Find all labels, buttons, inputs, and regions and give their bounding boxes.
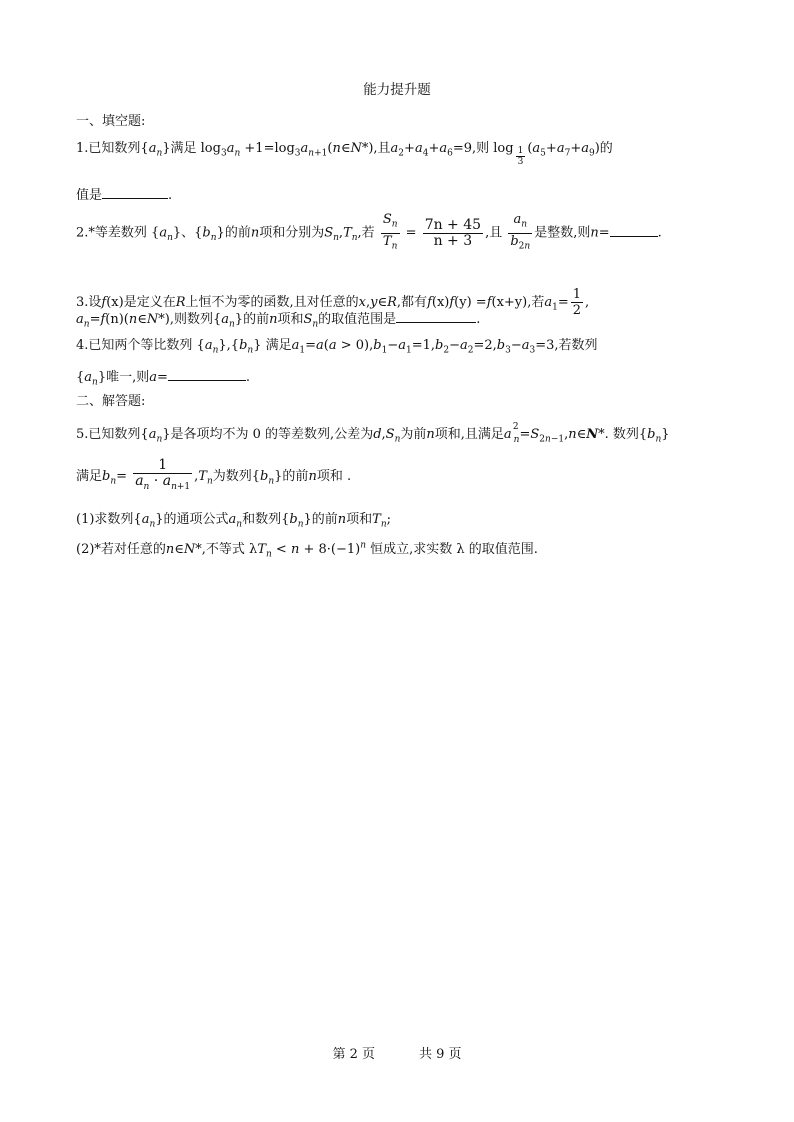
answer-blank-4[interactable] xyxy=(168,380,246,381)
problem-4-line-1: 4.已知两个等比数列 $\{a_n\},\{b_n\}$ 满足$a_1=a(a > 0),b_1-a_1=1,b_2-a_2=2,b_3-a_3=3$,若数列 xyxy=(76,338,598,356)
problem-5-question-2: (2)*若对任意的n∈N*,不等式 $\lambda T_n < n + 8\cdot(-1)^n$ 恒成立,求实数 λ 的取值范围. xyxy=(76,540,538,560)
page-number: 第 2 页 xyxy=(332,1047,375,1062)
section-answer-heading: 二、解答题: xyxy=(76,394,146,409)
answer-blank-2[interactable] xyxy=(610,236,658,237)
answer-blank-1[interactable] xyxy=(102,198,168,199)
problem-5-question-1: (1)求数列$\{a_n\}$的通项公式$a_n$和数列$\{b_n\}$的前n项和$T_n$; xyxy=(76,512,392,530)
problem-5-line-2: 满足$b_n=$ $\frac{1}{a_n \cdot a_{n+1}}$ $,T_n$为数列$\{b_n\}$的前n项和 . xyxy=(76,457,352,492)
problem-3-line-1: 3.设f(x)是定义在R上恒不为零的函数,且对任意的x,y∈R,都有f(x)f(y) =f(x+y),若$a_1=$ $\frac{1}{2}$ , xyxy=(76,287,590,318)
problem-3-line-2: $a_n=f(n)(n\in N*)$,则数列$\{a_n\}$的前n项和$S_n$的取值范围是 . xyxy=(76,312,481,330)
answer-blank-3[interactable] xyxy=(396,322,476,323)
problem-1-line-1: 1.已知数列$\{a_n\}$满足 $\log_3a_n$ $+1=\log_3a_{n+1}(n\in N*)$,且$a_2+a_4+a_6=9$,则 log $\frac{1}{3}$ $(a_5+a_7+a_9)$的 xyxy=(76,141,613,167)
problem-4-line-2: $\{a_n\}$唯一,则a= . xyxy=(76,370,251,388)
page-footer xyxy=(0,1043,794,1062)
problem-2-line: 2.*等差数列 $\{a_n\}$、$\{b_n\}$的前n项和分别为$S_n,T_n$,若 $\frac{S_n}{T_n}$ = $\frac{7n + 45}{n + 3}$ ,且 $\frac{a_n}{b_{2n}}$ 是整数,则n= . xyxy=(76,212,662,252)
problem-1-line-2: 值是 . xyxy=(76,188,173,203)
page-title: 能力提升题 xyxy=(363,82,431,98)
section-fill-heading: 一、填空题: xyxy=(76,114,146,129)
page-total: 共 9 页 xyxy=(419,1047,462,1062)
problem-5-line-1: 5.已知数列$\{a_n\}$是各项均不为 0 的等差数列,公差为$d,S_n$为前n项和,且满足a 2 $_n=S_{2n-1},n\in N*$. 数列$\{b_n\}$ xyxy=(76,422,670,445)
